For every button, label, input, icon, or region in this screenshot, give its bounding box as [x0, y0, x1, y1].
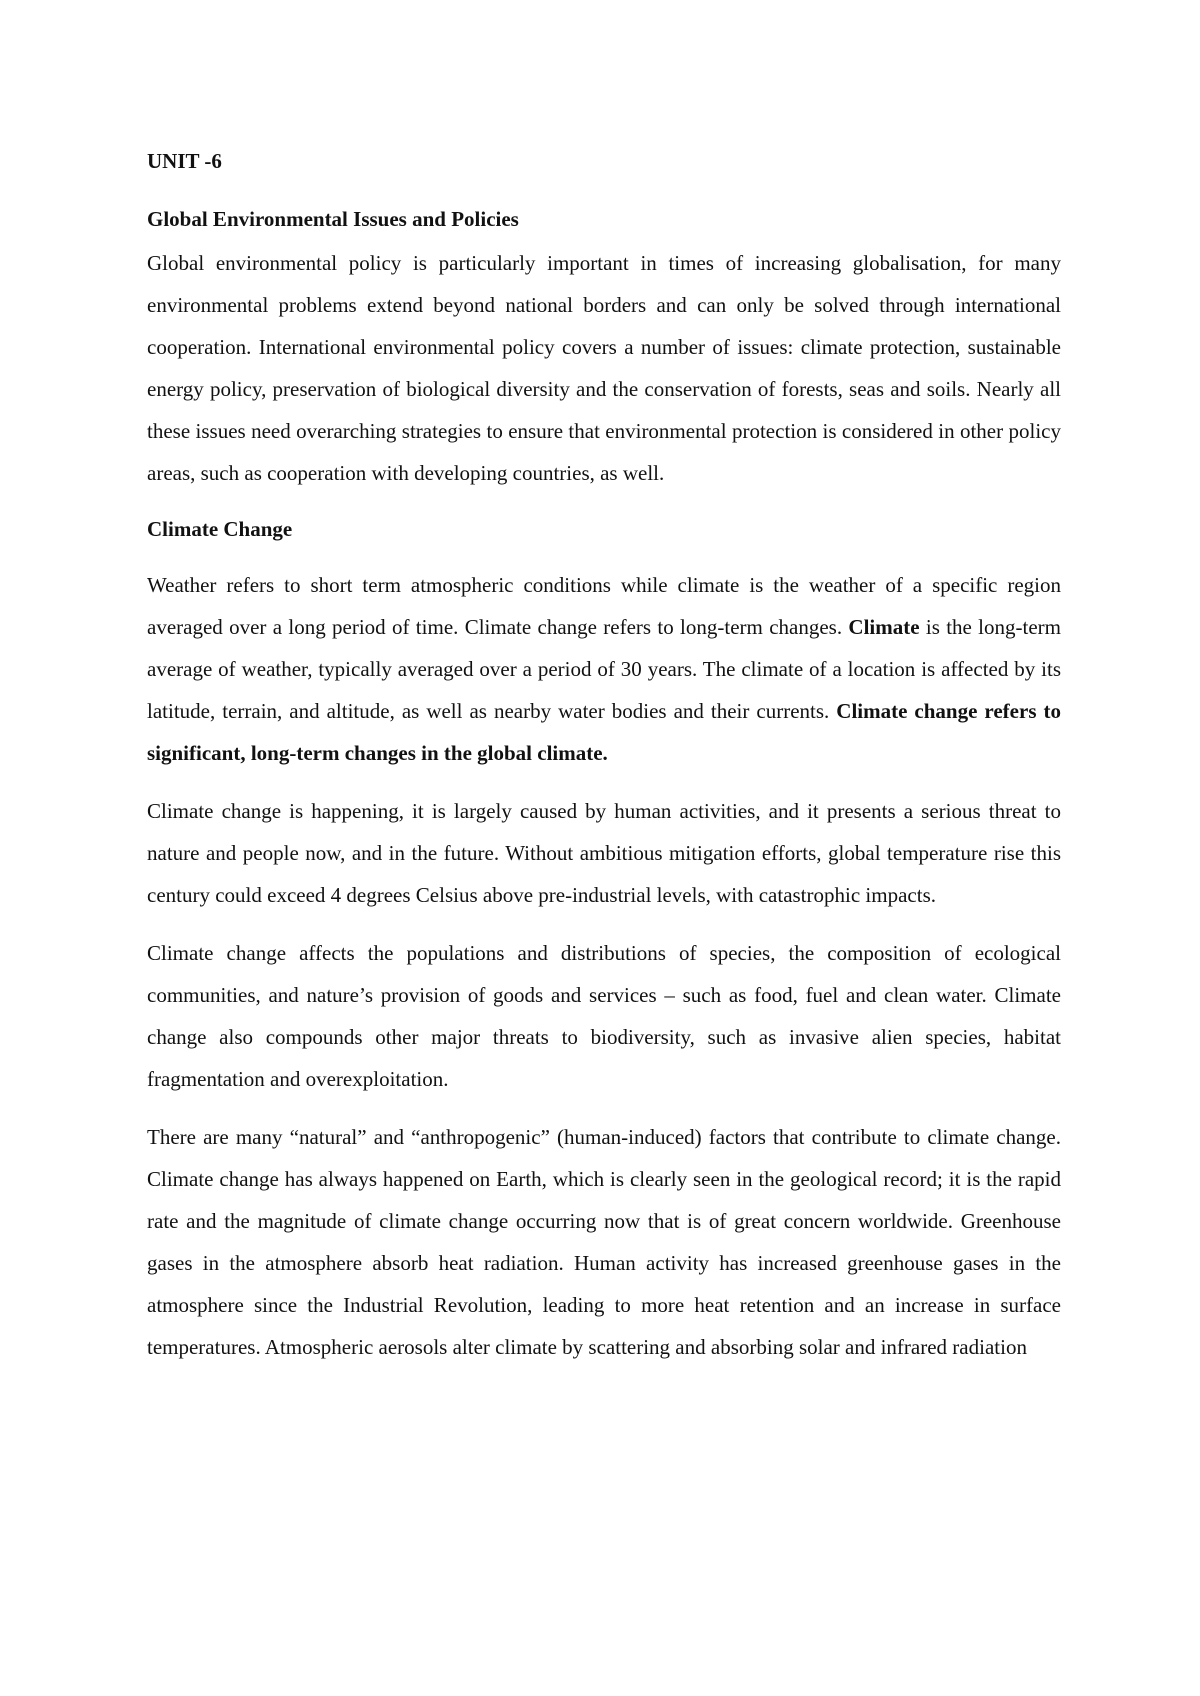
paragraph-natural-anthropogenic: There are many “natural” and “anthropogenic” (human-induced) factors that contribute to climate change. Climate change has always happened on Earth, which is clearly seen in the geological record; it is the rapid rate and the magnitude of climate change occurring now that is of great concern worldwide. Greenhouse gases in the atmosphere absorb heat radiation. Human activity has increased greenhouse gases in the atmosphere since the Industrial Revolution, leading to more heat retention and an increase in surface temperatures. Atmospheric aerosols alter climate by scattering and absorbing solar and infrared radiation [147, 1125, 1061, 1359]
paragraph-text: is the long-term average of weather, typically averaged over a period of 30 years. The climate of a location is affected by its latitude, terrain, and altitude, as well as nearby water bodies and their currents. [147, 615, 1061, 723]
paragraph-species-impacts: Climate change affects the populations and distributions of species, the composition of ecological communities, and nature’s provision of goods and services – such as food, fuel and clean water. Climate change also compounds other major threats to biodiversity, such as invasive alien species, habitat fragmentation and overexploitation. [147, 941, 1061, 1091]
document-title: Global Environmental Issues and Policies [147, 207, 519, 231]
paragraph-weather-climate [147, 564, 1061, 774]
bold-term-climate: Climate [848, 615, 920, 639]
intro-paragraph: Global environmental policy is particularly important in times of increasing globalisation, for many environmental problems extend beyond national borders and can only be solved through international cooperation. International environmental policy covers a number of issues: climate protection, sustainable energy policy, preservation of biological diversity and the conservation of forests, seas and soils. Nearly all these issues need overarching strategies to ensure that environmental protection is considered in other policy areas, such as cooperation with developing countries, as well. [147, 251, 1061, 485]
section-heading-climate-change: Climate Change [147, 517, 293, 541]
bold-definition-climate-change: Climate change refers to significant, long-term changes in the global climate. [147, 699, 1061, 765]
paragraph-human-activities: Climate change is happening, it is largely caused by human activities, and it presents a serious threat to nature and people now, and in the future. Without ambitious mitigation efforts, global temperature rise this century could exceed 4 degrees Celsius above pre-industrial levels, with catastrophic impacts. [147, 799, 1061, 907]
unit-heading: UNIT -6 [147, 149, 222, 173]
paragraph-text: Weather refers to short term atmospheric conditions while climate is the weather of a specific region averaged over a long period of time. Climate change refers to long-term changes. [147, 573, 1061, 639]
document-page [147, 140, 1061, 1384]
